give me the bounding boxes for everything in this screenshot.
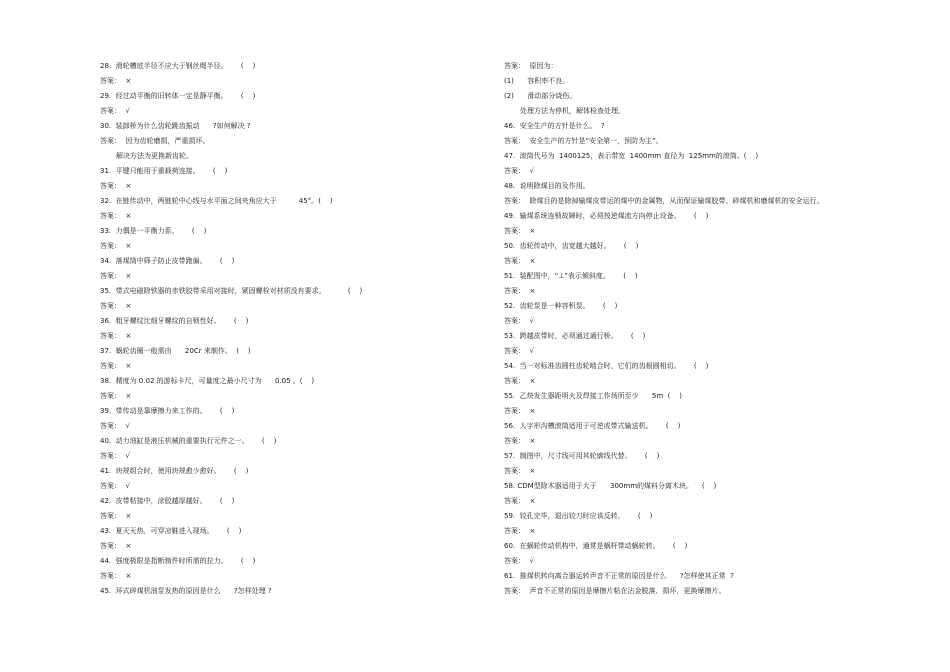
answer-line: 答案： 原因为： bbox=[504, 62, 558, 70]
question-line: 35. 带式电磁除铁器的赤铁胶带采用对接时，紧固螺栓对材质没有要求。 ( ) bbox=[100, 287, 363, 295]
question-line: 50. 齿轮传动中，齿宽越大越好。 ( ) bbox=[504, 242, 639, 250]
answer-line: 答案： √ bbox=[504, 557, 534, 565]
answer-line: 答案： √ bbox=[100, 422, 130, 430]
question-line: 53. 跨越皮带时，必须通过通行桥。 ( ) bbox=[504, 332, 646, 340]
answer-line: 答案： × bbox=[504, 257, 536, 265]
question-line: 29. 经过动平衡的旧转体一定是静平衡。 ( ) bbox=[100, 92, 256, 100]
answer-line: 答案： 安全生产的方针是“安全第一，预防为主”。 bbox=[504, 137, 663, 145]
question-line: 52. 齿轮泵是一种容积泵。 ( ) bbox=[504, 302, 618, 310]
answer-line: 答案： √ bbox=[504, 317, 534, 325]
question-line: 49. 输煤系统连锁故障时，必须按逆煤流方向停止设备。 ( ) bbox=[504, 212, 709, 220]
question-line: (2) 滑动部分烧伤。 bbox=[504, 92, 577, 100]
question-line: 37. 蜗轮齿圈一般需由 20Cr 来制作。 ( ) bbox=[100, 347, 251, 355]
right-column bbox=[504, 59, 924, 599]
question-line: 38. 精度为 0.02 的游标卡尺，可量度之最小尺寸为 0.05 。( ) bbox=[100, 377, 315, 385]
answer-line: 答案： √ bbox=[504, 347, 534, 355]
answer-line: 答案： × bbox=[100, 332, 132, 340]
answer-line: 答案： √ bbox=[100, 482, 130, 490]
question-line: 处理方法为停机，解体检查处理。 bbox=[520, 107, 625, 115]
question-line: 48. 说明除煤目的及作用。 bbox=[504, 182, 590, 190]
answer-line: 答案： × bbox=[100, 392, 132, 400]
answer-line: 答案： × bbox=[100, 272, 132, 280]
question-line: 45. 环式碎煤机油泵发热的原因是什么 ?怎样处理 ? bbox=[100, 587, 272, 595]
answer-line: 答案： × bbox=[100, 302, 132, 310]
question-line: 47. 滚筒代号为 1400125，表示带宽 1400mm 直径为 125mm的滚筒。( ) bbox=[504, 152, 759, 160]
question-line: 28. 滑轮槽底半径不应大于钢丝绳半径。 ( ) bbox=[100, 62, 256, 70]
answer-line: 答案： × bbox=[504, 377, 536, 385]
answer-line: 答案： × bbox=[100, 182, 132, 190]
question-line: 58. CDM型除木器适用于大于 300mm的煤料分离木块。 ( ) bbox=[504, 482, 717, 490]
question-line: 40. 动力油缸是液压机械的重要执行元件之一。 ( ) bbox=[100, 437, 277, 445]
question-line: 解决方法为更换新齿轮。 bbox=[116, 152, 193, 160]
question-line: 59. 铰孔完毕，退出铰刀时应该反转。 ( ) bbox=[504, 512, 653, 520]
answer-line: 答案： 声音不正常的原因是摩擦片粘在沾金脱落、损坏，更换摩擦片。 bbox=[504, 587, 726, 595]
answer-line: 答案： × bbox=[504, 287, 536, 295]
answer-line: 答案： √ bbox=[100, 107, 130, 115]
answer-line: 答案： × bbox=[504, 407, 536, 415]
answer-line: 答案： × bbox=[100, 542, 132, 550]
answer-line: 答案： 因为齿轮磨损，严重损坏。 bbox=[100, 137, 210, 145]
question-line: 36. 粗牙螺纹比细牙螺纹的自锁性好。 ( ) bbox=[100, 317, 249, 325]
question-line: 30. 装卸桥为什么齿轮跳齿振动 ?如何解决 ? bbox=[100, 122, 251, 130]
answer-line: 答案： × bbox=[100, 242, 132, 250]
answer-line: 答案： × bbox=[504, 467, 536, 475]
question-line: 32. 在链传动中，两链轮中心线与水平面之间夹角应大于 45°。( ) bbox=[100, 197, 333, 205]
answer-line: 答案： × bbox=[504, 227, 536, 235]
answer-line: 答案： × bbox=[100, 512, 132, 520]
question-line: 34. 落煤筒中筛子防止皮带跑偏。 ( ) bbox=[100, 257, 235, 265]
question-line: 46. 安全生产的方针是什么。 ? bbox=[504, 122, 605, 130]
left-column bbox=[100, 59, 500, 599]
question-line: 39. 带传动是靠摩擦力来工作的。 ( ) bbox=[100, 407, 235, 415]
question-line: (1) 容积率不良。 bbox=[504, 77, 570, 85]
question-line: 31. 平键只能用于重载荷连接。 ( ) bbox=[100, 167, 228, 175]
question-line: 57. 制图中，尺寸线可用其轮廓线代替。 ( ) bbox=[504, 452, 660, 460]
answer-line: 答案： × bbox=[100, 572, 132, 580]
question-line: 61. 推煤机转向离合器运转声音不正常的原因是什么 ?怎样使其正常 ? bbox=[504, 572, 734, 580]
question-line: 56. 人字形沟槽滚筒适用于可逆或带式输送机。 ( ) bbox=[504, 422, 681, 430]
question-line: 41. 块规组合时，使用块规愈少愈好。 ( ) bbox=[100, 467, 249, 475]
answer-line: 答案： × bbox=[504, 527, 536, 535]
answer-line: 答案： √ bbox=[504, 167, 534, 175]
answer-line: 答案： × bbox=[100, 212, 132, 220]
answer-line: 答案： × bbox=[504, 437, 536, 445]
answer-line: 答案： 除煤目的是除掉输煤皮带运的煤中的金属物，从而保证输煤胶带、碎煤机和磨煤机的安全运行。 bbox=[504, 197, 824, 205]
question-line: 44. 强度极限是指断制件时所需的拉力。 ( ) bbox=[100, 557, 256, 565]
answer-line: 答案： × bbox=[100, 77, 132, 85]
question-line: 54. 当一对标准齿圆柱齿轮啮合时，它们的齿根圆相切。 ( ) bbox=[504, 362, 709, 370]
question-line: 55. 乙炔发生器距明火及焊接工作场所至少 5m ( ) bbox=[504, 392, 683, 400]
answer-line: 答案： × bbox=[100, 362, 132, 370]
question-line: 42. 皮带粘接中，涂胶越厚越好。 ( ) bbox=[100, 497, 235, 505]
question-line: 33. 力偶是一平衡力系。 ( ) bbox=[100, 227, 207, 235]
question-line: 60. 在蜗轮传动机构中，通常是蜗杆带动蜗轮转。 ( ) bbox=[504, 542, 688, 550]
question-line: 43. 夏天天热，可穿凉鞋进入现场。 ( ) bbox=[100, 527, 242, 535]
answer-line: 答案： × bbox=[504, 497, 536, 505]
answer-line: 答案： √ bbox=[100, 452, 130, 460]
question-line: 51. 装配图中，“⊥”表示倾斜度。 ( ) bbox=[504, 272, 638, 280]
